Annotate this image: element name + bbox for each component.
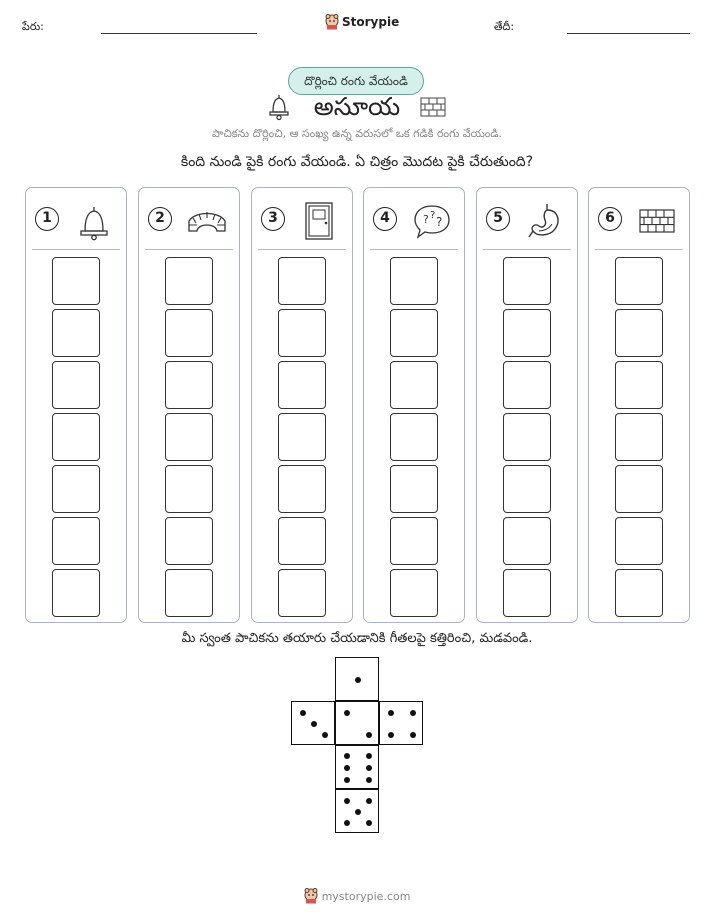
pip: [344, 820, 350, 826]
name-label: పేరు:: [22, 20, 44, 33]
page-title: అసూయ: [313, 92, 401, 121]
pip: [344, 777, 350, 783]
column-divider: [595, 249, 683, 250]
column-number: 2: [148, 207, 172, 231]
date-label: తేదీ:: [494, 20, 515, 33]
die-face-1: [335, 657, 379, 701]
color-box[interactable]: [503, 309, 551, 357]
color-box[interactable]: [165, 569, 213, 617]
bell-icon: [74, 201, 114, 241]
column-divider: [258, 249, 346, 250]
color-box[interactable]: [390, 257, 438, 305]
door-icon: [300, 201, 340, 241]
column-divider: [370, 249, 458, 250]
pip: [366, 765, 372, 771]
brand-name: Storypie: [342, 15, 400, 29]
color-box[interactable]: [390, 517, 438, 565]
subtitle: పాచికను దొర్లించి, ఆ సంఖ్య ఉన్న వరుసలో ఒక గడికి రంగు వేయండి.: [212, 127, 502, 140]
activity-pill: దొర్లించి రంగు వేయండి: [288, 67, 424, 95]
footer-url[interactable]: mystorypie.com: [321, 889, 411, 903]
column-divider: [145, 249, 233, 250]
color-box[interactable]: [503, 361, 551, 409]
color-box[interactable]: [615, 257, 663, 305]
die-face-1-center: [335, 701, 379, 745]
pip: [366, 753, 372, 759]
color-box[interactable]: [165, 257, 213, 305]
storypie-logo: [325, 14, 399, 30]
color-box[interactable]: [278, 413, 326, 461]
color-box[interactable]: [52, 309, 100, 357]
footer: [0, 888, 714, 904]
color-box[interactable]: [52, 361, 100, 409]
column-number: 4: [373, 207, 397, 231]
color-box[interactable]: [165, 361, 213, 409]
color-box[interactable]: [165, 465, 213, 513]
color-box[interactable]: [390, 413, 438, 461]
color-box[interactable]: [615, 361, 663, 409]
instruction: కింది నుండి పైకి రంగు వేయండి. ఏ చిత్రం మొదట పైకి చేరుతుంది?: [180, 154, 534, 170]
color-box[interactable]: [52, 517, 100, 565]
pip: [311, 721, 317, 727]
name-line[interactable]: [101, 33, 257, 34]
pip: [388, 710, 394, 716]
color-box[interactable]: [52, 465, 100, 513]
color-box[interactable]: [278, 309, 326, 357]
date-line[interactable]: [567, 33, 690, 34]
brick-wall-icon: [420, 97, 446, 117]
pip: [355, 809, 361, 815]
brick-wall-icon: [637, 201, 677, 241]
column-number: 3: [261, 207, 285, 231]
column-number: 6: [598, 207, 622, 231]
color-box[interactable]: [615, 309, 663, 357]
pip: [388, 732, 394, 738]
color-box[interactable]: [165, 517, 213, 565]
pip: [366, 777, 372, 783]
column-divider: [32, 249, 120, 250]
pip: [344, 753, 350, 759]
svg-text:?: ?: [436, 215, 443, 229]
color-box[interactable]: [503, 257, 551, 305]
pip: [410, 710, 416, 716]
stone-bridge-icon: [187, 201, 227, 241]
color-box[interactable]: [52, 569, 100, 617]
column-number: 5: [486, 207, 510, 231]
svg-text:?: ?: [423, 213, 429, 226]
color-box[interactable]: [503, 517, 551, 565]
column-divider: [483, 249, 571, 250]
question-bubble-icon: [412, 201, 452, 241]
color-box[interactable]: [390, 309, 438, 357]
color-box[interactable]: [278, 569, 326, 617]
column-6: [588, 187, 690, 623]
column-1: [25, 187, 127, 623]
cut-instruction: మీ స్వంత పాచికను తయారు చేయడానికి గీతలపై కత్తిరించి, మడవండి.: [181, 631, 533, 646]
die-face-3: [291, 701, 335, 745]
column-3: [251, 187, 353, 623]
pip: [344, 765, 350, 771]
color-box[interactable]: [390, 569, 438, 617]
pip: [344, 710, 350, 716]
color-box[interactable]: [165, 413, 213, 461]
pip: [366, 820, 372, 826]
color-box[interactable]: [390, 465, 438, 513]
color-box[interactable]: [278, 361, 326, 409]
pip: [344, 798, 350, 804]
pip: [300, 710, 306, 716]
color-box[interactable]: [278, 257, 326, 305]
column-2: [138, 187, 240, 623]
column-number: 1: [35, 207, 59, 231]
color-box[interactable]: [165, 309, 213, 357]
pip: [366, 798, 372, 804]
color-box[interactable]: [390, 361, 438, 409]
pip: [366, 732, 372, 738]
color-box[interactable]: [278, 517, 326, 565]
svg-text:?: ?: [430, 210, 436, 221]
stomach-icon: [525, 201, 565, 241]
pip: [322, 732, 328, 738]
die-face-6: [335, 745, 379, 789]
color-box[interactable]: [615, 413, 663, 461]
color-box[interactable]: [503, 465, 551, 513]
color-box[interactable]: [503, 413, 551, 461]
column-4: [363, 187, 465, 623]
bear-mascot-icon: [304, 888, 318, 904]
color-box[interactable]: [503, 569, 551, 617]
color-box[interactable]: [278, 465, 326, 513]
pip: [410, 732, 416, 738]
color-box[interactable]: [615, 465, 663, 513]
die-face-5: [335, 789, 379, 833]
color-box[interactable]: [52, 257, 100, 305]
color-box[interactable]: [52, 413, 100, 461]
pip: [355, 677, 361, 683]
column-5: [476, 187, 578, 623]
die-face-4: [379, 701, 423, 745]
bear-mascot-icon: [325, 14, 339, 30]
color-box[interactable]: [615, 517, 663, 565]
color-box[interactable]: [615, 569, 663, 617]
